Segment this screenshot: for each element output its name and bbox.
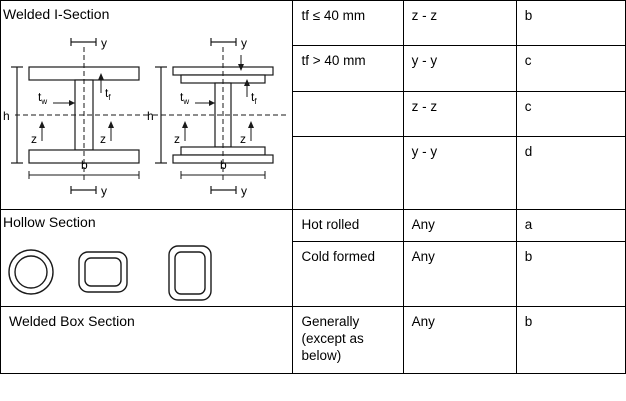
condition-line-1: Generally [301,314,360,329]
hollow-section-cell [1,210,293,307]
table-row [1,1,626,46]
label-tw-left: $t_w$ [38,90,48,106]
class-cell: a [516,210,625,242]
welded-box-section-figure [9,313,284,367]
axis-cell: Any [403,242,516,307]
condition-cell: Hot rolled [293,210,403,242]
welded-i-section-label: Welded I-Section [3,6,110,22]
label-z-right-2: z [240,132,246,146]
welded-box-section-cell [1,307,293,374]
condition-line-2: (except as [301,331,364,346]
label-z-left-2: z [100,132,106,146]
condition-cell [293,137,403,210]
class-cell: c [516,91,625,136]
class-cell: b [516,1,625,46]
hollow-section-label: Hollow Section [3,214,96,230]
label-y-bottom-left: y [101,184,107,198]
axis-cell: y - y [403,46,516,91]
axis-cell: y - y [403,137,516,210]
axis-cell: Any [403,307,516,374]
axis-cell: Any [403,210,516,242]
hollow-section-shapes [1,242,293,308]
table-row [1,307,626,374]
table-row [1,210,626,242]
label-z-right-1: z [174,132,180,146]
label-tw-right: $t_w$ [180,90,190,106]
condition-cell [293,91,403,136]
condition-line-3: below) [301,348,342,363]
welded-i-section-drawing [1,23,293,212]
label-b-right: b [220,158,227,172]
label-h-right: h [147,109,154,123]
label-y-top-left: y [101,36,107,50]
condition-cell: tf > 40 mm [293,46,403,91]
label-z-left-1: z [31,132,37,146]
label-b-left: b [81,158,88,172]
condition-cell: tf ≤ 40 mm [293,1,403,46]
label-tf-left: $t_f$ [105,86,111,102]
welded-box-section-label: Welded Box Section [9,313,135,329]
welded-i-section-figure [1,1,293,209]
class-cell: d [516,137,625,210]
class-cell: c [516,46,625,91]
class-cell: b [516,307,625,374]
label-h-left: h [3,109,10,123]
label-y-bottom-right: y [241,184,247,198]
condition-cell: Cold formed [293,242,403,307]
label-tf-right: $t_f$ [251,90,257,106]
hollow-section-figure [1,210,293,306]
welded-i-section-cell [1,1,293,210]
axis-cell: z - z [403,91,516,136]
condition-cell [293,307,403,374]
axis-cell: z - z [403,1,516,46]
class-cell: b [516,242,625,307]
label-y-top-right: y [241,36,247,50]
